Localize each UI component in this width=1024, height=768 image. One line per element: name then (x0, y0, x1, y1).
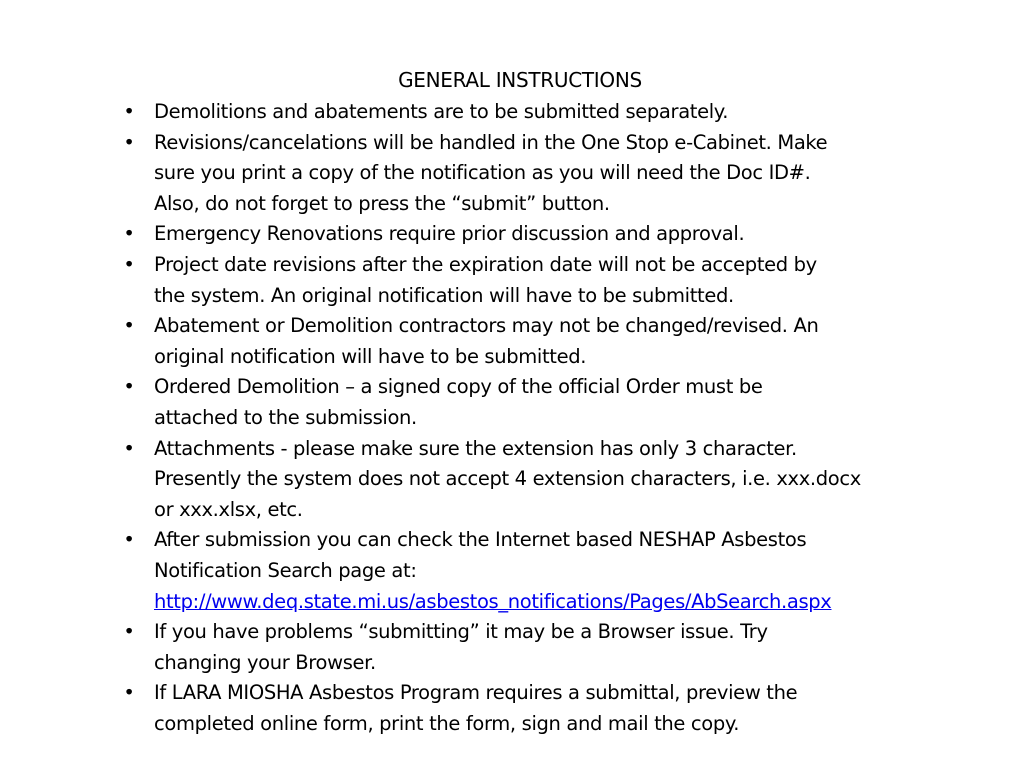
item-text-line: or xxx.xlsx, etc. (154, 497, 303, 521)
list-item (118, 617, 938, 678)
list-item (118, 128, 938, 220)
bullet-icon: • (123, 314, 135, 338)
item-text-line: Ordered Demolition – a signed copy of the official Order must be (154, 375, 763, 399)
item-text-line: attached to the submission. (154, 405, 417, 429)
item-text-line: If LARA MIOSHA Asbestos Program requires a submittal, preview the (154, 681, 798, 705)
item-text-line: Project date revisions after the expiration date will not be accepted by (154, 252, 817, 276)
bullet-icon: • (123, 130, 135, 154)
item-text-line: If you have problems “submitting” it may be a Browser issue. Try (154, 620, 768, 644)
list-item (118, 219, 938, 250)
bullet-icon: • (123, 252, 135, 276)
list-item (118, 434, 938, 526)
bullet-icon: • (123, 681, 135, 705)
item-text-line: Notification Search page at: (154, 558, 417, 582)
item-text-line: Demolitions and abatements are to be submitted separately. (154, 100, 729, 123)
item-text-line: After submission you can check the Internet based NESHAP Asbestos (154, 528, 807, 552)
list-item (118, 97, 938, 128)
item-text-line: changing your Browser. (154, 650, 376, 674)
item-text-line: sure you print a copy of the notification as you will need the Doc ID#. (154, 161, 811, 185)
item-text-line: Also, do not forget to press the “submit” button. (154, 191, 610, 215)
neshap-search-link[interactable]: http://www.deq.state.mi.us/asbestos_notifications/Pages/AbSearch.aspx (154, 589, 832, 613)
list-item (118, 250, 938, 311)
list-item (118, 678, 938, 739)
bullet-icon: • (123, 375, 135, 399)
list-item (118, 311, 938, 372)
item-text-line: the system. An original notification will have to be submitted. (154, 283, 734, 307)
bullet-icon: • (123, 100, 135, 123)
item-text-line: completed online form, print the form, sign and mail the copy. (154, 711, 740, 735)
item-text-line: original notification will have to be submitted. (154, 344, 587, 368)
list-item (118, 525, 938, 617)
item-text-line: Emergency Renovations require prior discussion and approval. (154, 222, 745, 246)
bullet-icon: • (123, 528, 135, 552)
bullet-icon: • (123, 222, 135, 246)
page-title: GENERAL INSTRUCTIONS (398, 68, 642, 92)
instructions-list (118, 97, 938, 739)
list-item (118, 372, 938, 433)
item-text-line: Presently the system does not accept 4 extension characters, i.e. xxx.docx (154, 467, 861, 491)
item-text-line: Attachments - please make sure the extension has only 3 character. (154, 436, 797, 460)
bullet-icon: • (123, 436, 135, 460)
item-text-line: Abatement or Demolition contractors may not be changed/revised. An (154, 314, 819, 338)
item-text-line: Revisions/cancelations will be handled in the One Stop e-Cabinet. Make (154, 130, 828, 154)
bullet-icon: • (123, 620, 135, 644)
